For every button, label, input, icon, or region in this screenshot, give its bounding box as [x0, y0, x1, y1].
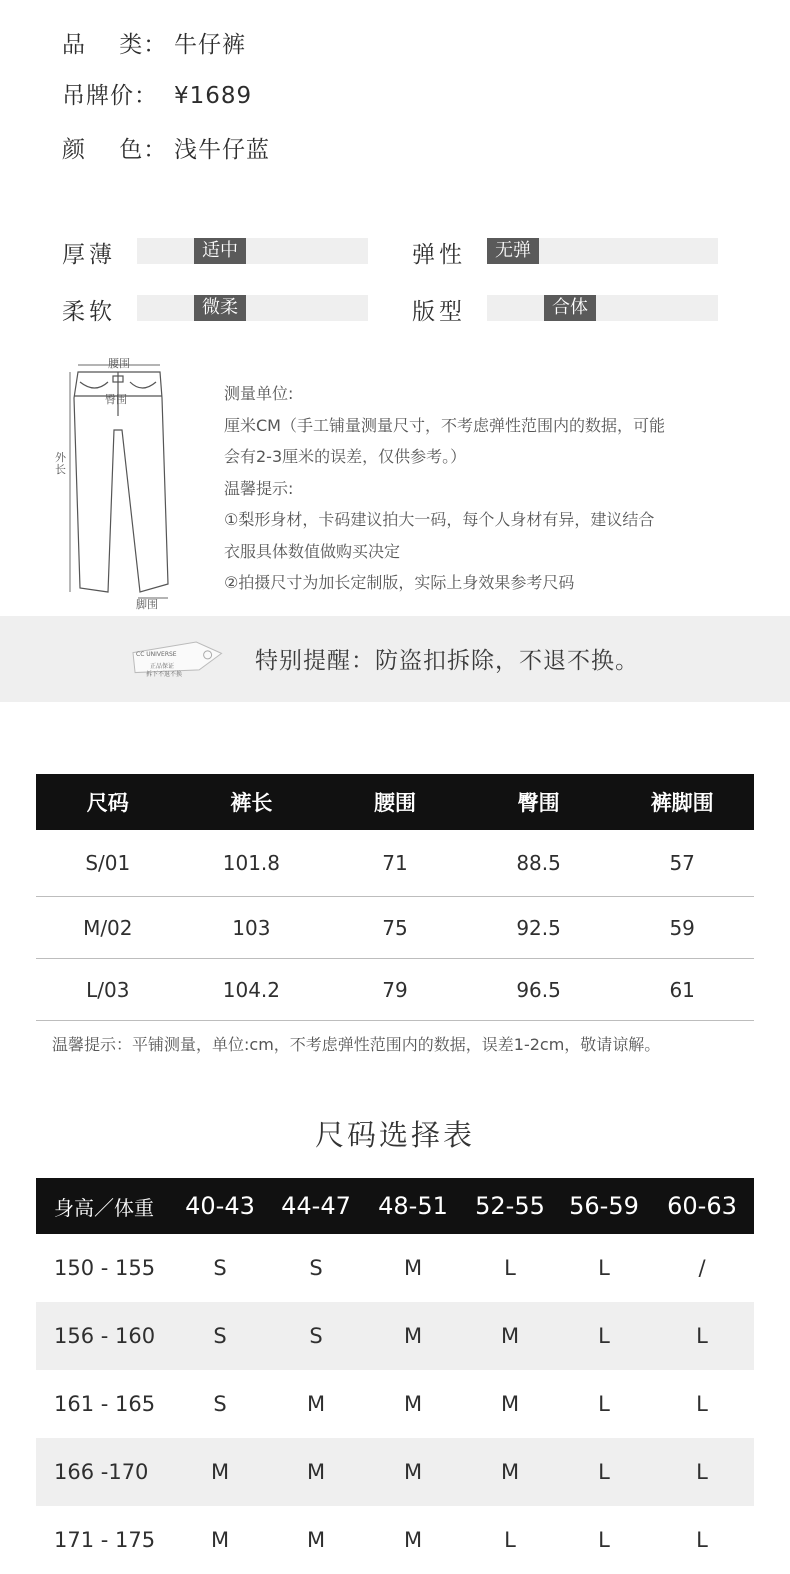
table-cell: 61 — [610, 959, 754, 1021]
attr-softness-bar — [137, 295, 368, 321]
recommend-header-cell: 56-59 — [558, 1178, 650, 1234]
table-cell: M/02 — [36, 897, 180, 959]
recommend-title: 尺码选择表 — [314, 1118, 475, 1152]
hip-text: 臀围 — [105, 393, 127, 406]
table-cell: M — [306, 1392, 326, 1416]
table-cell: 75 — [323, 897, 467, 959]
table-cell: L — [558, 1438, 650, 1506]
info-row-category — [62, 26, 246, 59]
table-cell: M — [364, 1302, 462, 1370]
recommend-table — [36, 1178, 754, 1574]
table-cell: M — [172, 1438, 268, 1506]
table-row — [36, 897, 754, 959]
measure-line: 厘米CM（手工铺量测量尺寸，不考虑弹性范围内的数据，可能 — [224, 415, 665, 435]
table-row — [36, 1438, 754, 1506]
attr-thickness-bar — [137, 238, 368, 264]
attr-fit-bar — [487, 295, 718, 321]
measure-notes — [224, 378, 764, 599]
table-cell: L — [696, 1528, 708, 1552]
measure-line: ②拍摄尺寸为加长定制版，实际上身效果参考尺码 — [224, 573, 575, 592]
info-row-color — [62, 131, 270, 164]
table-row — [36, 1506, 754, 1574]
left-pocket — [80, 382, 108, 388]
table-cell: L — [650, 1302, 754, 1370]
table-cell: M — [500, 1392, 520, 1416]
table-cell: L — [598, 1392, 610, 1416]
waist-text: 腰围 — [108, 357, 130, 370]
recommend-header-cell: 44-47 — [268, 1178, 364, 1234]
attr-softness-label: 柔软 — [62, 299, 116, 325]
table-cell: S — [268, 1302, 364, 1370]
table-cell: 92.5 — [467, 897, 611, 959]
attr-thickness-label: 厚薄 — [62, 242, 116, 268]
outer-length-text: 外长 — [55, 451, 66, 476]
table-row — [36, 959, 754, 1021]
category-value: 牛仔裤 — [174, 32, 246, 58]
color-value: 浅牛仔蓝 — [174, 137, 270, 163]
table-cell: L — [504, 1528, 516, 1552]
tag-line1-text: 正品保证 — [150, 663, 175, 670]
attr-elasticity-value: 无弹 — [487, 238, 539, 264]
table-cell: 103 — [180, 897, 324, 959]
table-cell: L — [696, 1392, 708, 1416]
tag-brand-text: CC UNIVERSE — [136, 651, 177, 658]
table-cell: S — [172, 1302, 268, 1370]
attr-elasticity-bar — [487, 238, 718, 264]
tag-line2-text: 拆下不退不换 — [146, 671, 183, 678]
table-cell: / — [698, 1256, 706, 1280]
table-row — [36, 830, 754, 897]
table-row — [36, 1234, 754, 1302]
table-cell: 171 - 175 — [54, 1528, 156, 1552]
table-cell: L — [558, 1302, 650, 1370]
table-cell: L — [650, 1438, 754, 1506]
size-header-cell: 尺码 — [36, 774, 180, 830]
table-cell: L — [598, 1528, 610, 1552]
table-cell: M — [462, 1302, 558, 1370]
table-cell: 156 - 160 — [36, 1302, 172, 1370]
attr-softness-value: 微柔 — [194, 295, 246, 321]
size-header-cell: 腰围 — [323, 774, 467, 830]
attr-fit-value: 合体 — [544, 295, 596, 321]
recommend-header-cell: 身高／体重 — [36, 1178, 172, 1234]
hem-text: 脚围 — [136, 598, 158, 610]
recommend-header-cell: 60-63 — [650, 1178, 754, 1234]
table-cell: M — [268, 1438, 364, 1506]
info-row-price — [62, 77, 252, 110]
table-cell: S — [213, 1392, 227, 1416]
measure-line: 温馨提示: — [224, 478, 294, 498]
attr-elasticity-label: 弹性 — [412, 242, 466, 268]
measure-line: 测量单位: — [224, 384, 294, 403]
right-pocket — [130, 382, 156, 388]
size-header-cell: 臀围 — [467, 774, 611, 830]
table-cell: S — [309, 1256, 323, 1280]
size-table — [36, 774, 754, 1021]
size-header-cell: 裤脚围 — [610, 774, 754, 830]
table-cell: M — [210, 1528, 230, 1552]
table-cell: 150 - 155 — [54, 1256, 156, 1280]
table-cell: 101.8 — [180, 830, 324, 897]
size-table-header — [36, 774, 754, 830]
measure-line: 会有2-3厘米的误差，仅供参考。） — [224, 447, 467, 466]
table-cell: M — [364, 1438, 462, 1506]
table-cell: 59 — [610, 897, 754, 959]
recommend-header — [36, 1178, 754, 1234]
table-cell: M — [403, 1392, 423, 1416]
table-cell: 79 — [323, 959, 467, 1021]
recommend-header-cell: 40-43 — [172, 1178, 268, 1234]
price-value: ¥1689 — [174, 83, 253, 109]
table-cell: S — [213, 1256, 227, 1280]
table-cell: 104.2 — [180, 959, 324, 1021]
table-cell: 57 — [610, 830, 754, 897]
table-cell: 166 -170 — [36, 1438, 172, 1506]
color-label: 颜 色： — [62, 137, 168, 163]
jeans-diagram — [50, 352, 180, 610]
table-row — [36, 1302, 754, 1370]
measure-line: 衣服具体数值做购买决定 — [224, 541, 401, 561]
size-header-cell: 裤长 — [180, 774, 324, 830]
attr-fit-label: 版型 — [412, 299, 466, 325]
table-cell: L — [504, 1256, 516, 1280]
measure-tip: 温馨提示：平铺测量，单位:cm，不考虑弹性范围内的数据，误差1-2cm，敬请谅解。 — [52, 1035, 661, 1054]
table-cell: L — [598, 1256, 610, 1280]
attr-thickness-value: 适中 — [194, 238, 246, 264]
table-row — [36, 1370, 754, 1438]
recommend-header-cell: 52-55 — [462, 1178, 558, 1234]
table-cell: M — [306, 1528, 326, 1552]
measure-line: ①梨形身材，卡码建议拍大一码，每个人身材有异，建议结合 — [224, 510, 655, 529]
notice-text: 特别提醒：防盗扣拆除，不退不换。 — [255, 648, 639, 674]
table-cell: 161 - 165 — [54, 1392, 156, 1416]
table-cell: 96.5 — [467, 959, 611, 1021]
price-label: 吊牌价： — [62, 83, 158, 109]
table-cell: 71 — [323, 830, 467, 897]
category-label: 品 类： — [62, 32, 168, 58]
table-cell: L/03 — [36, 959, 180, 1021]
table-cell: 88.5 — [467, 830, 611, 897]
notice-band — [0, 616, 790, 702]
table-cell: M — [403, 1528, 423, 1552]
recommend-header-cell: 48-51 — [364, 1178, 462, 1234]
table-cell: M — [403, 1256, 423, 1280]
table-cell: M — [462, 1438, 558, 1506]
table-cell: S/01 — [36, 830, 180, 897]
security-tag-icon — [128, 630, 228, 690]
